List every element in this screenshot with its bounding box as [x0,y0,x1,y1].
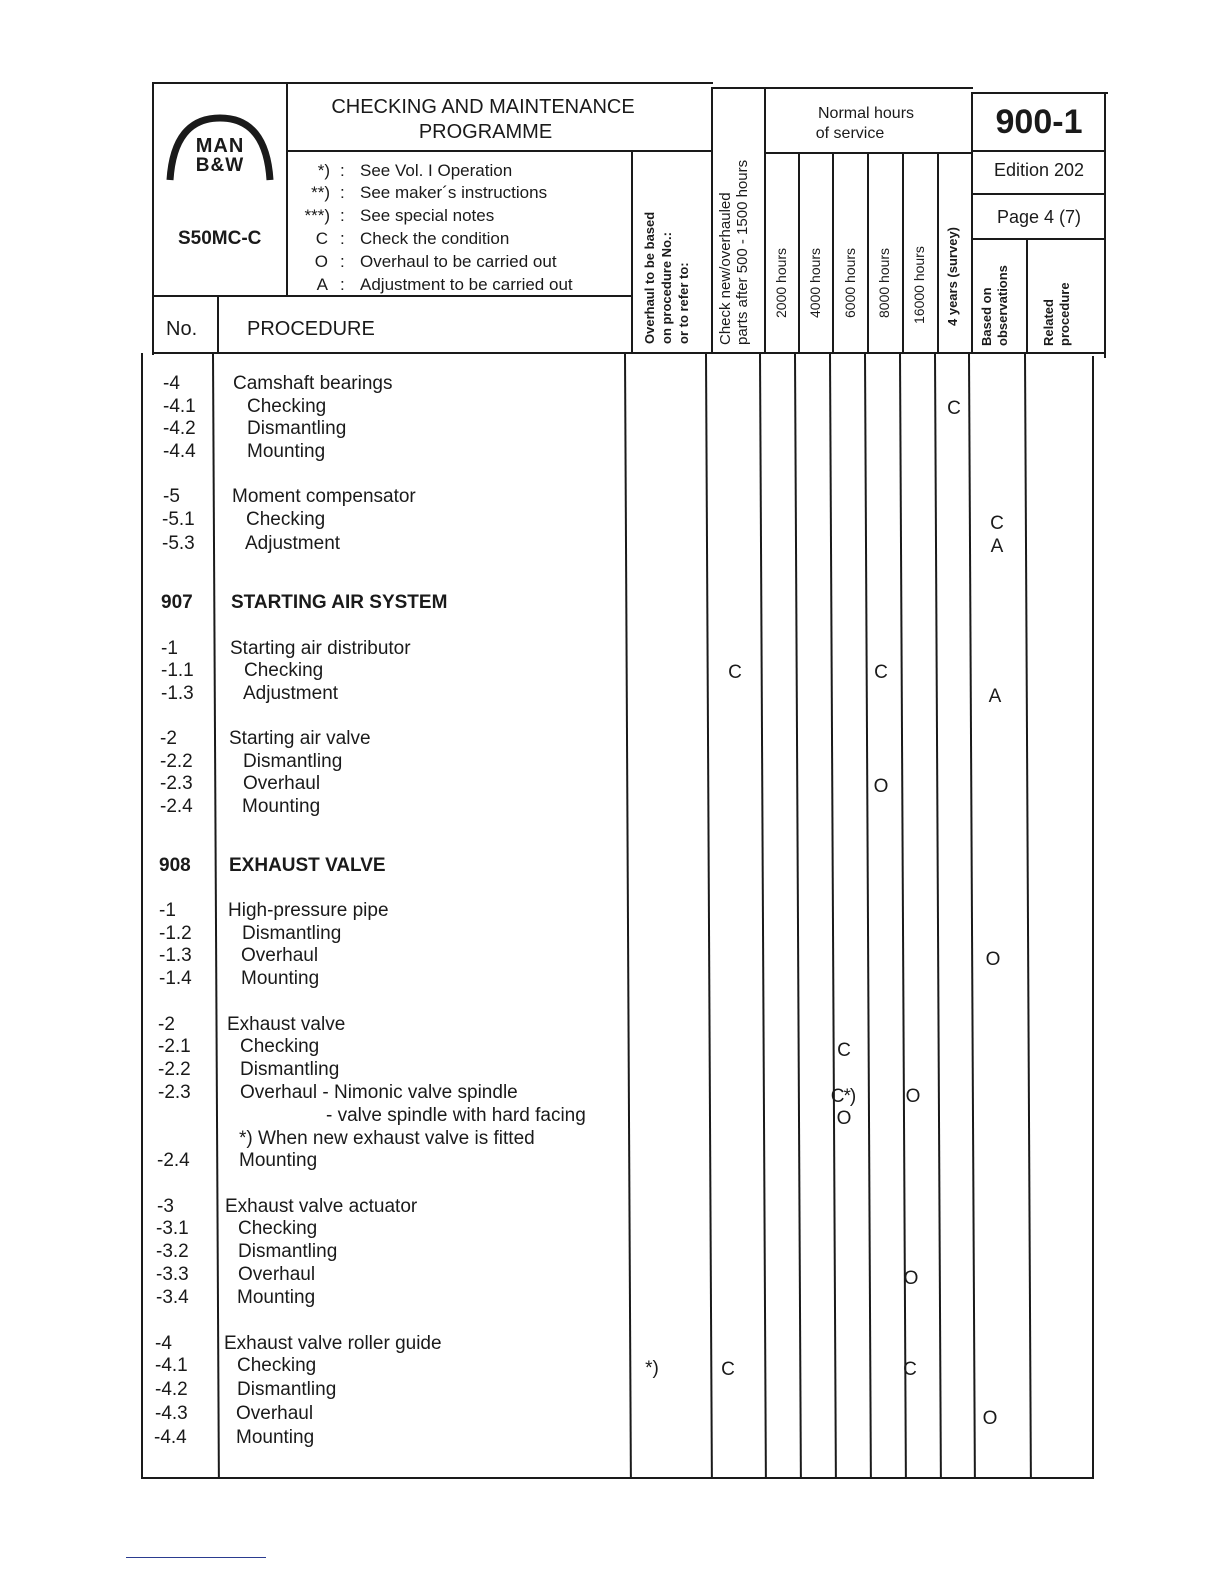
column-header-related-line1: Related [1041,299,1056,346]
column-header-check-line2: parts after 500 - 1500 hours [734,159,751,345]
legend-separator: : [340,206,345,225]
mark-16000-hours: C [903,1359,917,1380]
mark-8000-hours: C [874,662,888,683]
mark-based-on-observations: A [988,686,1002,707]
legend-text: Overhaul to be carried out [360,252,557,271]
row-procedure: High-pressure pipe [228,900,389,921]
column-header-4000-hours: 4000 hours [807,247,823,318]
row-procedure: Exhaust valve roller guide [224,1333,442,1354]
row-procedure: Overhaul [238,1264,316,1285]
row-procedure: Dismantling [238,1241,338,1262]
column-header-4-years: 4 years (survey) [945,226,960,326]
legend-symbol: *) [317,161,330,180]
legend-separator: : [340,275,345,294]
mark-check-after-1500: C [728,662,742,683]
row-number: -1.3 [161,683,194,704]
row-number: -5.3 [162,533,195,554]
mark-based-on-observations: A [990,536,1004,557]
row-procedure: Mounting [241,968,320,989]
normal-hours-label-line2: of service [815,125,885,142]
mark-8000-hours: O [873,776,889,797]
row-number: -2.2 [158,1059,191,1080]
row-procedure: Checking [238,1218,318,1239]
engine-model: S50MC-C [178,228,262,249]
row-number: -4 [155,1333,172,1354]
row-procedure: Checking [237,1355,317,1376]
column-header-6000-hours: 6000 hours [842,247,858,318]
row-number: -3.3 [156,1264,189,1285]
column-header-based-line2: observations [995,265,1010,346]
legend-symbol: A [316,275,328,294]
row-number: -4.4 [154,1427,187,1448]
mark-4-years: C [947,398,961,419]
section-title: EXHAUST VALVE [229,855,386,876]
row-procedure: Adjustment [243,683,339,704]
row-number: -2.3 [160,773,193,794]
row-procedure: Moment compensator [232,486,416,507]
man-bw-logo [164,112,276,182]
legend-symbol: C [315,229,328,248]
legend-separator: : [340,252,345,271]
row-procedure: Overhaul [241,945,319,966]
row-procedure: Mounting [242,796,321,817]
row-procedure: Mounting [239,1150,318,1171]
row-number: -2.1 [158,1036,191,1057]
row-number: -4.2 [155,1379,188,1400]
page-title-line1: CHECKING AND MAINTENANCE [331,96,635,118]
mark-6000-hours: C [837,1040,851,1061]
section-number: 907 [161,592,193,613]
mark-based-on-observations: O [985,949,1001,970]
row-procedure: Camshaft bearings [233,373,393,394]
column-header-procedure: PROCEDURE [247,318,375,340]
row-number: -3.1 [156,1218,189,1239]
row-number: -4.2 [163,418,196,439]
row-procedure: Mounting [237,1287,316,1308]
row-number: -1.2 [159,923,192,944]
column-header-based-line1: Based on [979,287,994,346]
row-procedure: Dismantling [242,923,342,944]
legend-text: See Vol. I Operation [360,161,513,180]
column-header-overhaul-line3: or to refer to: [676,262,691,344]
row-procedure: Dismantling [243,751,343,772]
row-number: -1 [161,638,178,659]
row-procedure: Exhaust valve [227,1014,346,1035]
row-procedure: Dismantling [240,1059,340,1080]
column-header-8000-hours: 8000 hours [876,247,892,318]
section-number: 908 [159,855,191,876]
column-header-16000-hours: 16000 hours [911,246,927,324]
row-procedure: Overhaul - Nimonic valve spindle [240,1082,518,1103]
row-procedure: Mounting [236,1427,315,1448]
legend-symbol: **) [311,183,330,202]
mark-check-after-1500: C [721,1359,735,1380]
row-procedure: Adjustment [245,533,341,554]
row-procedure: Dismantling [237,1379,337,1400]
legend-text: Adjustment to be carried out [360,275,573,294]
document-number: 900-1 [995,103,1083,141]
column-header-overhaul-line2: on procedure No.: [659,232,674,344]
row-number: -1.4 [159,968,192,989]
row-procedure: Exhaust valve actuator [225,1196,418,1217]
row-procedure: Starting air valve [229,728,371,749]
edition-label: Edition 202 [993,160,1085,180]
row-number: -4.3 [155,1403,188,1424]
column-header-overhaul-line1: Overhaul to be based [642,211,657,344]
logo-text-bottom: B&W [195,155,245,176]
logo-text-top: MAN [195,135,245,157]
row-procedure: Mounting [247,441,326,462]
normal-hours-label-line1: Normal hours [817,105,915,122]
mark-16000-hours: O [903,1268,919,1289]
legend-separator: : [340,161,345,180]
row-number: -5.1 [162,509,195,530]
row-number: -2 [160,728,177,749]
row-number: -4.1 [163,396,196,417]
row-procedure: Dismantling [247,418,347,439]
row-number: -3.2 [156,1241,189,1262]
mark-overhaul-reference: *) [645,1358,659,1379]
row-number: -4.4 [163,441,196,462]
legend-symbol: O [314,252,328,271]
row-procedure: Checking [244,660,324,681]
row-number: -4.1 [155,1355,188,1376]
mark-based-on-observations: C [990,513,1004,534]
row-procedure: Checking [246,509,326,530]
row-footnote: *) When new exhaust valve is fitted [239,1128,535,1149]
column-header-related-line2: procedure [1057,282,1072,346]
legend-separator: : [340,229,345,248]
row-number: -2.2 [160,751,193,772]
page-indicator: Page 4 (7) [996,207,1082,227]
section-title: STARTING AIR SYSTEM [231,592,448,613]
legend-text: See special notes [360,206,495,225]
mark-16000-hours: O [905,1086,921,1107]
mark-based-on-observations: O [982,1408,998,1429]
page-title-line2: PROGRAMME [418,121,553,143]
row-number: -3 [157,1196,174,1217]
mark-6000-hours: O [836,1108,852,1129]
footer-rule [126,1557,266,1558]
row-procedure: Overhaul [236,1403,314,1424]
column-header-2000-hours: 2000 hours [773,247,789,318]
row-number: -1.1 [161,660,194,681]
column-header-check-line1: Check new/overhauled [717,192,734,345]
row-number: -3.4 [156,1287,189,1308]
row-number: -2 [158,1014,175,1035]
row-number: -5 [163,486,180,507]
row-number: -2.4 [157,1150,190,1171]
row-number: -4 [163,373,180,394]
row-procedure: Checking [247,396,327,417]
legend-separator: : [340,183,345,202]
legend-text: See maker´s instructions [360,183,548,202]
legend-symbol: ***) [304,206,330,225]
row-procedure: Checking [240,1036,320,1057]
row-number: -2.3 [158,1082,191,1103]
row-procedure: - valve spindle with hard facing [326,1105,586,1126]
row-number: -1 [159,900,176,921]
column-header-no: No. [166,318,198,340]
row-number: -1.3 [159,945,192,966]
legend-text: Check the condition [360,229,510,248]
row-procedure: Starting air distributor [230,638,411,659]
row-number: -2.4 [160,796,193,817]
row-procedure: Overhaul [243,773,321,794]
mark-6000-hours: C*) [830,1086,856,1107]
